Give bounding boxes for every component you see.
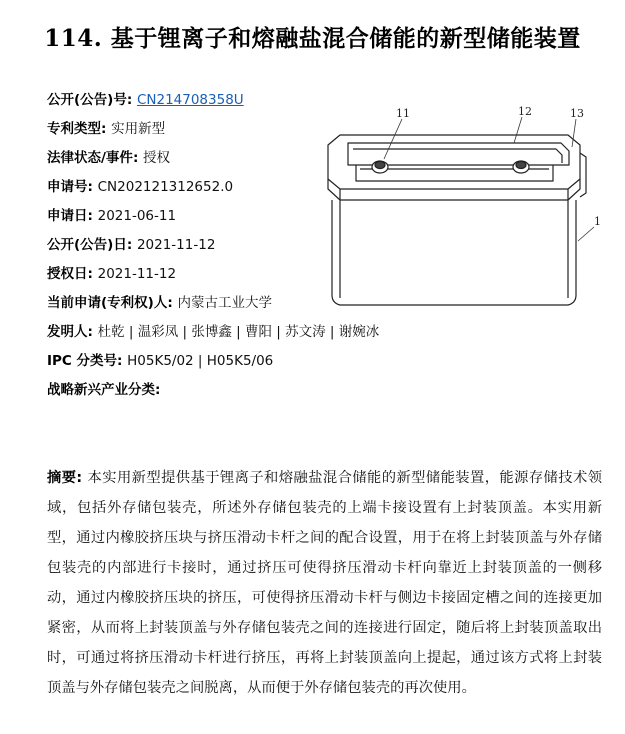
patent-title: 114. 基于锂离子和熔融盐混合储能的新型储能装置 (44, 25, 581, 52)
field-label: 当前申请(专利权)人 (47, 295, 168, 311)
field-grant-date: 授权日: 2021-11-12 (47, 266, 177, 282)
field-label: 专利类型 (47, 121, 101, 137)
abstract-label: 摘要 (47, 470, 77, 486)
field-value: 内蒙古工业大学 (177, 295, 272, 311)
field-value: H05K5/02 | H05K5/06 (127, 353, 274, 369)
patent-drawing (318, 105, 603, 320)
field-label: 申请日 (47, 208, 88, 224)
field-application-number: 申请号: CN202121312652.0 (47, 179, 234, 195)
field-value: 实用新型 (111, 121, 166, 137)
field-label: IPC 分类号 (47, 353, 118, 369)
field-label: 战略新兴产业分类 (47, 382, 155, 398)
knob-right (513, 161, 529, 173)
field-label: 授权日 (47, 266, 88, 282)
publication-number-link[interactable]: CN214708358U (136, 92, 244, 108)
callout-13: 13 (570, 107, 584, 120)
field-application-date: 申请日: 2021-06-11 (47, 208, 177, 224)
field-legal-status: 法律状态/事件: 授权 (47, 150, 171, 166)
field-value: 授权 (143, 150, 171, 166)
abstract-text: 本实用新型提供基于锂离子和熔融盐混合储能的新型储能装置，能源存储技术领域，包括外存储包装壳，所述外存储包装壳的上端卡接设置有上封装顶盖。本实用新型，通过内橡胶挤压块与挤压滑动卡杆之间的配合设置，用于在将上封装顶盖与外存储包装壳的内部进行卡接时，通过挤压可使得挤压滑动卡杆向靠近上封装顶盖的一侧移动，通过内橡胶挤压块的挤压，可使得挤压滑动卡杆与侧边卡接固定槽之间的连接更加紧密，从而将上封装顶盖与外存储包装壳之间的连接进行固定，随后将上封装顶盖取出时，可通过将挤压滑动卡杆进行挤压，再将上封装顶盖向上提起，通过该方式将上封装顶盖与外存储包装壳之间脱离，从而便于外存储包装壳的再次使用。 (47, 470, 602, 696)
field-value: 2021-11-12 (97, 266, 177, 282)
callout-12: 12 (518, 105, 532, 118)
field-publication-date: 公开(公告)日: 2021-11-12 (47, 237, 216, 253)
callout-11: 11 (396, 107, 410, 120)
field-label: 发明人 (47, 324, 88, 340)
field-patent-type: 专利类型: 实用新型 (47, 121, 166, 137)
field-label: 公开(公告)号 (47, 92, 127, 108)
field-value: 杜乾 | 温彩凤 | 张博鑫 | 曹阳 | 苏文涛 | 谢婉冰 (97, 324, 380, 340)
field-publication-number: 公开(公告)号: CN214708358U (47, 92, 244, 108)
field-value: CN202121312652.0 (97, 179, 234, 195)
field-label: 申请号 (47, 179, 88, 195)
knob-left (372, 161, 388, 173)
field-label: 法律状态/事件 (47, 150, 133, 166)
abstract: 摘要: 本实用新型提供基于锂离子和熔融盐混合储能的新型储能装置，能源存储技术领域，包括外存储包装壳，所述外存储包装壳的上端卡接设置有上封装顶盖。本实用新型，通过内橡胶挤压块与挤压滑动卡杆之间的配合设置，用于在将上封装顶盖与外存储包装壳的内部进行卡接时，通过挤压可使得挤压滑动卡杆向靠近上封装顶盖的一侧移动，通过内橡胶挤压块的挤压，可使得挤压滑动卡杆与侧边卡接固定槽之间的连接更加紧密，从而将上封装顶盖与外存储包装壳之间的连接进行固定，随后将上封装顶盖取出时，可通过将挤压滑动卡杆进行挤压，再将上封装顶盖向上提起，通过该方式将上封装顶盖与外存储包装壳之间脱离，从而便于外存储包装壳的再次使用。 (47, 470, 602, 696)
field-value: 2021-11-12 (136, 237, 216, 253)
field-label: 公开(公告)日 (47, 237, 127, 253)
callout-1: 1 (594, 215, 601, 228)
field-assignee: 当前申请(专利权)人: 内蒙古工业大学 (47, 295, 272, 311)
field-inventors: 发明人: 杜乾 | 温彩凤 | 张博鑫 | 曹阳 | 苏文涛 | 谢婉冰 (47, 324, 380, 340)
field-ipc: IPC 分类号: H05K5/02 | H05K5/06 (47, 353, 274, 369)
field-value: 2021-06-11 (97, 208, 177, 224)
field-strategic-category: 战略新兴产业分类: (47, 382, 161, 398)
